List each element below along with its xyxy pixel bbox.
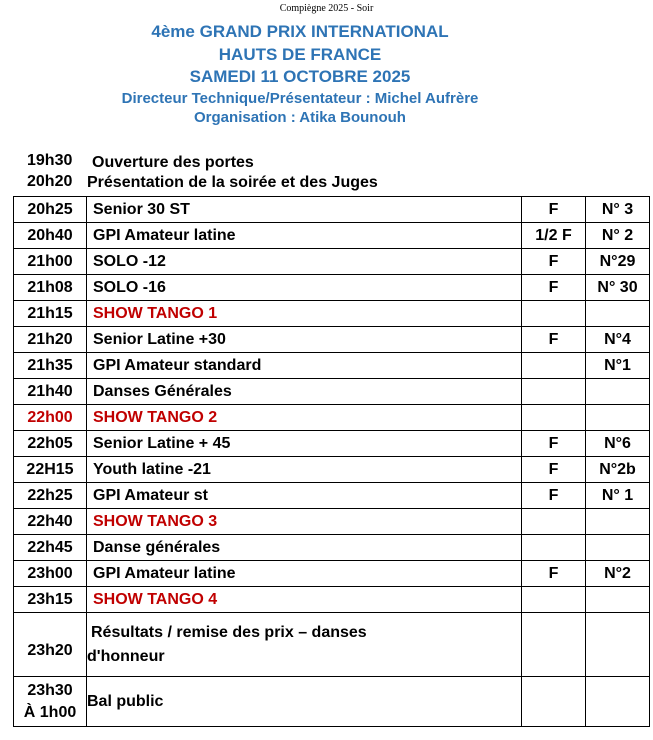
intro-time-2: 20h20 — [27, 173, 73, 190]
round-cell — [522, 535, 586, 561]
number-cell: N° 3 — [586, 197, 650, 223]
round-cell: F — [522, 561, 586, 587]
table-row — [14, 431, 650, 457]
table-row — [14, 249, 650, 275]
title-line-2: HAUTS DE FRANCE — [218, 45, 382, 64]
round-cell: 1/2 F — [522, 223, 586, 249]
number-cell: N°6 — [586, 431, 650, 457]
table-row — [14, 457, 650, 483]
number-cell — [586, 301, 650, 327]
time-cell: 21h00 — [14, 249, 87, 275]
organisation-line: Organisation : Atika Bounouh — [194, 109, 406, 126]
time-cell: 22h45 — [14, 535, 87, 561]
event-cell: Senior 30 ST — [87, 197, 522, 223]
time-cell: 23h30 À 1h00 — [14, 677, 87, 727]
event-cell: Danse générales — [87, 535, 522, 561]
event-cell: Résultats / remise des prix – danses d'honneur — [87, 613, 522, 677]
time-cell: 22h05 — [14, 431, 87, 457]
table-row — [14, 613, 650, 677]
round-cell: F — [522, 327, 586, 353]
director-line: Directeur Technique/Présentateur : Michel Aufrère — [121, 90, 479, 107]
event-cell: GPI Amateur st — [87, 483, 522, 509]
round-cell: F — [522, 197, 586, 223]
round-cell: F — [522, 483, 586, 509]
table-row — [14, 405, 650, 431]
time-cell: 22h25 — [14, 483, 87, 509]
date-line: SAMEDI 11 OCTOBRE 2025 — [189, 67, 411, 86]
event-cell: GPI Amateur latine — [87, 561, 522, 587]
table-row — [14, 353, 650, 379]
time-cell: 23h00 — [14, 561, 87, 587]
time-cell: 20h25 — [14, 197, 87, 223]
event-cell: Senior Latine + 45 — [87, 431, 522, 457]
time-cell: 21h15 — [14, 301, 87, 327]
time-cell: 23h15 — [14, 587, 87, 613]
round-cell — [522, 379, 586, 405]
table-row — [14, 327, 650, 353]
event-cell: SOLO -16 — [87, 275, 522, 301]
time-cell: 21h35 — [14, 353, 87, 379]
table-row — [14, 561, 650, 587]
round-cell: F — [522, 431, 586, 457]
table-row — [14, 587, 650, 613]
time-cell: 21h40 — [14, 379, 87, 405]
number-cell — [586, 509, 650, 535]
number-cell — [586, 535, 650, 561]
round-cell — [522, 301, 586, 327]
table-row — [14, 197, 650, 223]
table-row — [14, 509, 650, 535]
round-cell — [522, 677, 586, 727]
table-row — [14, 677, 650, 727]
event-cell: Senior Latine +30 — [87, 327, 522, 353]
table-row — [14, 483, 650, 509]
number-cell: N° 1 — [586, 483, 650, 509]
number-cell: N° 30 — [586, 275, 650, 301]
intro-event-1: Ouverture des portes — [92, 154, 254, 171]
round-cell: F — [522, 275, 586, 301]
time-cell: 23h20 — [14, 613, 87, 677]
round-cell — [522, 613, 586, 677]
table-row — [14, 275, 650, 301]
round-cell — [522, 405, 586, 431]
number-cell — [586, 587, 650, 613]
table-row — [14, 535, 650, 561]
round-cell: F — [522, 249, 586, 275]
round-cell: F — [522, 457, 586, 483]
event-cell: Danses Générales — [87, 379, 522, 405]
number-cell: N°1 — [586, 353, 650, 379]
top-note: Compiègne 2025 - Soir — [279, 3, 374, 14]
number-cell — [586, 379, 650, 405]
title-line-1: 4ème GRAND PRIX INTERNATIONAL — [151, 22, 449, 41]
number-cell — [586, 677, 650, 727]
event-cell: SOLO -12 — [87, 249, 522, 275]
round-cell — [522, 509, 586, 535]
event-cell: SHOW TANGO 3 — [87, 509, 522, 535]
event-cell: Bal public — [87, 677, 522, 727]
event-cell: SHOW TANGO 2 — [87, 405, 522, 431]
time-cell: 22h40 — [14, 509, 87, 535]
number-cell: N°2 — [586, 561, 650, 587]
number-cell: N° 2 — [586, 223, 650, 249]
time-cell: 21h08 — [14, 275, 87, 301]
schedule-table — [13, 196, 650, 727]
event-cell: Youth latine -21 — [87, 457, 522, 483]
event-cell: GPI Amateur standard — [87, 353, 522, 379]
event-cell: GPI Amateur latine — [87, 223, 522, 249]
intro-event-2: Présentation de la soirée et des Juges — [87, 174, 378, 191]
table-row — [14, 223, 650, 249]
intro-time-1: 19h30 — [27, 152, 73, 169]
event-cell: SHOW TANGO 1 — [87, 301, 522, 327]
time-cell: 21h20 — [14, 327, 87, 353]
round-cell — [522, 353, 586, 379]
time-cell: 20h40 — [14, 223, 87, 249]
table-row — [14, 301, 650, 327]
event-cell: SHOW TANGO 4 — [87, 587, 522, 613]
time-cell: 22H15 — [14, 457, 87, 483]
number-cell — [586, 405, 650, 431]
number-cell: N°4 — [586, 327, 650, 353]
time-cell: 22h00 — [14, 405, 87, 431]
number-cell — [586, 613, 650, 677]
number-cell: N°29 — [586, 249, 650, 275]
table-row — [14, 379, 650, 405]
round-cell — [522, 587, 586, 613]
number-cell: N°2b — [586, 457, 650, 483]
